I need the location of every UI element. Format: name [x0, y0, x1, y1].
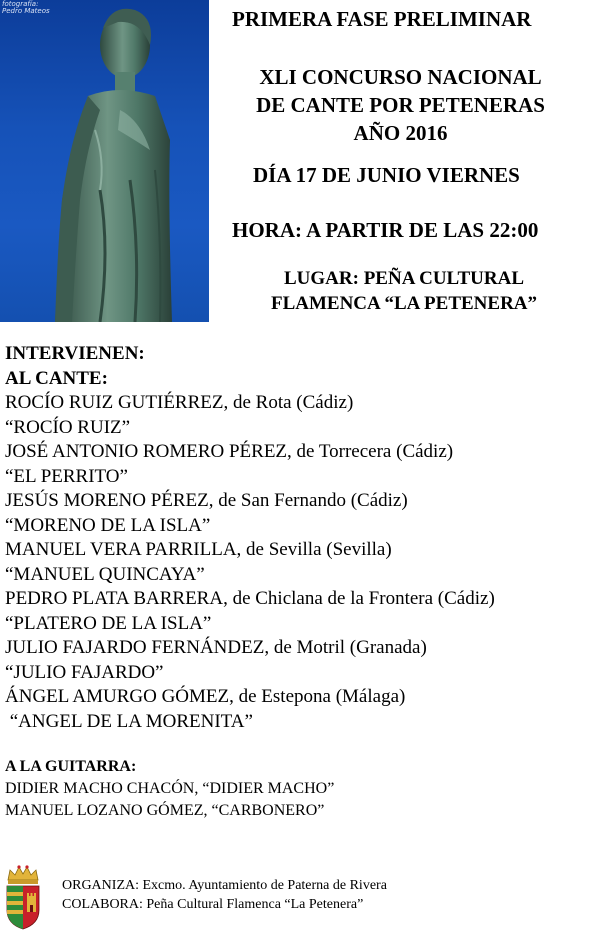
statue-illustration — [0, 0, 209, 322]
cante-heading: AL CANTE: — [5, 367, 108, 389]
singer-name: ROCÍO RUIZ GUTIÉRREZ, de Rota (Cádiz) — [5, 392, 354, 413]
organizer-line: ORGANIZA: Excmo. Ayuntamiento de Paterna de Rivera — [62, 878, 387, 893]
venue-line: LUGAR: PEÑA CULTURAL — [284, 268, 524, 289]
venue-line: FLAMENCA “LA PETENERA” — [270, 293, 538, 314]
event-time: HORA: A PARTIR DE LAS 22:00 — [232, 218, 539, 242]
guitarra-heading: A LA GUITARRA: — [5, 758, 137, 775]
collaborator-line: COLABORA: Peña Cultural Flamenca “La Petenera” — [62, 897, 364, 912]
singer-alias: “MANUEL QUINCAYA” — [5, 563, 205, 585]
event-date: DÍA 17 DE JUNIO VIERNES — [253, 163, 520, 187]
statue-photo — [0, 0, 209, 322]
participants-list — [5, 342, 495, 734]
singer-name: JULIO FAJARDO FERNÁNDEZ, de Motril (Granada) — [5, 637, 427, 658]
singer-alias: “MORENO DE LA ISLA” — [5, 514, 211, 536]
municipal-crest-icon — [3, 864, 43, 930]
singer-name: JESÚS MORENO PÉREZ, de San Fernando (Cádiz) — [5, 490, 408, 511]
singer-alias: “ROCÍO RUIZ” — [5, 416, 131, 438]
singer-alias: “JULIO FAJARDO” — [5, 661, 164, 683]
guitar-section — [5, 756, 334, 822]
guitarist: DIDIER MACHO CHACÓN, “DIDIER MACHO” — [5, 780, 335, 797]
singer-alias: “PLATERO DE LA ISLA” — [5, 612, 212, 634]
singer-name: ÁNGEL AMURGO GÓMEZ, de Estepona (Málaga) — [5, 686, 406, 707]
contest-title-line: DE CANTE POR PETENERAS — [256, 93, 545, 117]
footer-credits — [62, 876, 387, 914]
event-venue — [250, 266, 558, 316]
intervienen-heading: INTERVIENEN: — [5, 343, 145, 364]
contest-year: AÑO 2016 — [353, 121, 448, 145]
contest-title — [230, 63, 571, 147]
phase-title: PRIMERA FASE PRELIMINAR — [232, 7, 532, 31]
photo-credit: fotografía: Pedro Mateos — [2, 0, 50, 15]
singer-name: JOSÉ ANTONIO ROMERO PÉREZ, de Torrecera (Cádiz) — [5, 441, 454, 462]
singer-name: MANUEL VERA PARRILLA, de Sevilla (Sevilla) — [5, 539, 392, 560]
singer-alias: “ANGEL DE LA MORENITA” — [5, 710, 253, 732]
guitarist: MANUEL LOZANO GÓMEZ, “CARBONERO” — [5, 802, 325, 819]
contest-title-line: XLI CONCURSO NACIONAL — [259, 65, 542, 89]
singer-name: PEDRO PLATA BARRERA, de Chiclana de la Frontera (Cádiz) — [5, 588, 495, 609]
singer-alias: “EL PERRITO” — [5, 465, 128, 487]
